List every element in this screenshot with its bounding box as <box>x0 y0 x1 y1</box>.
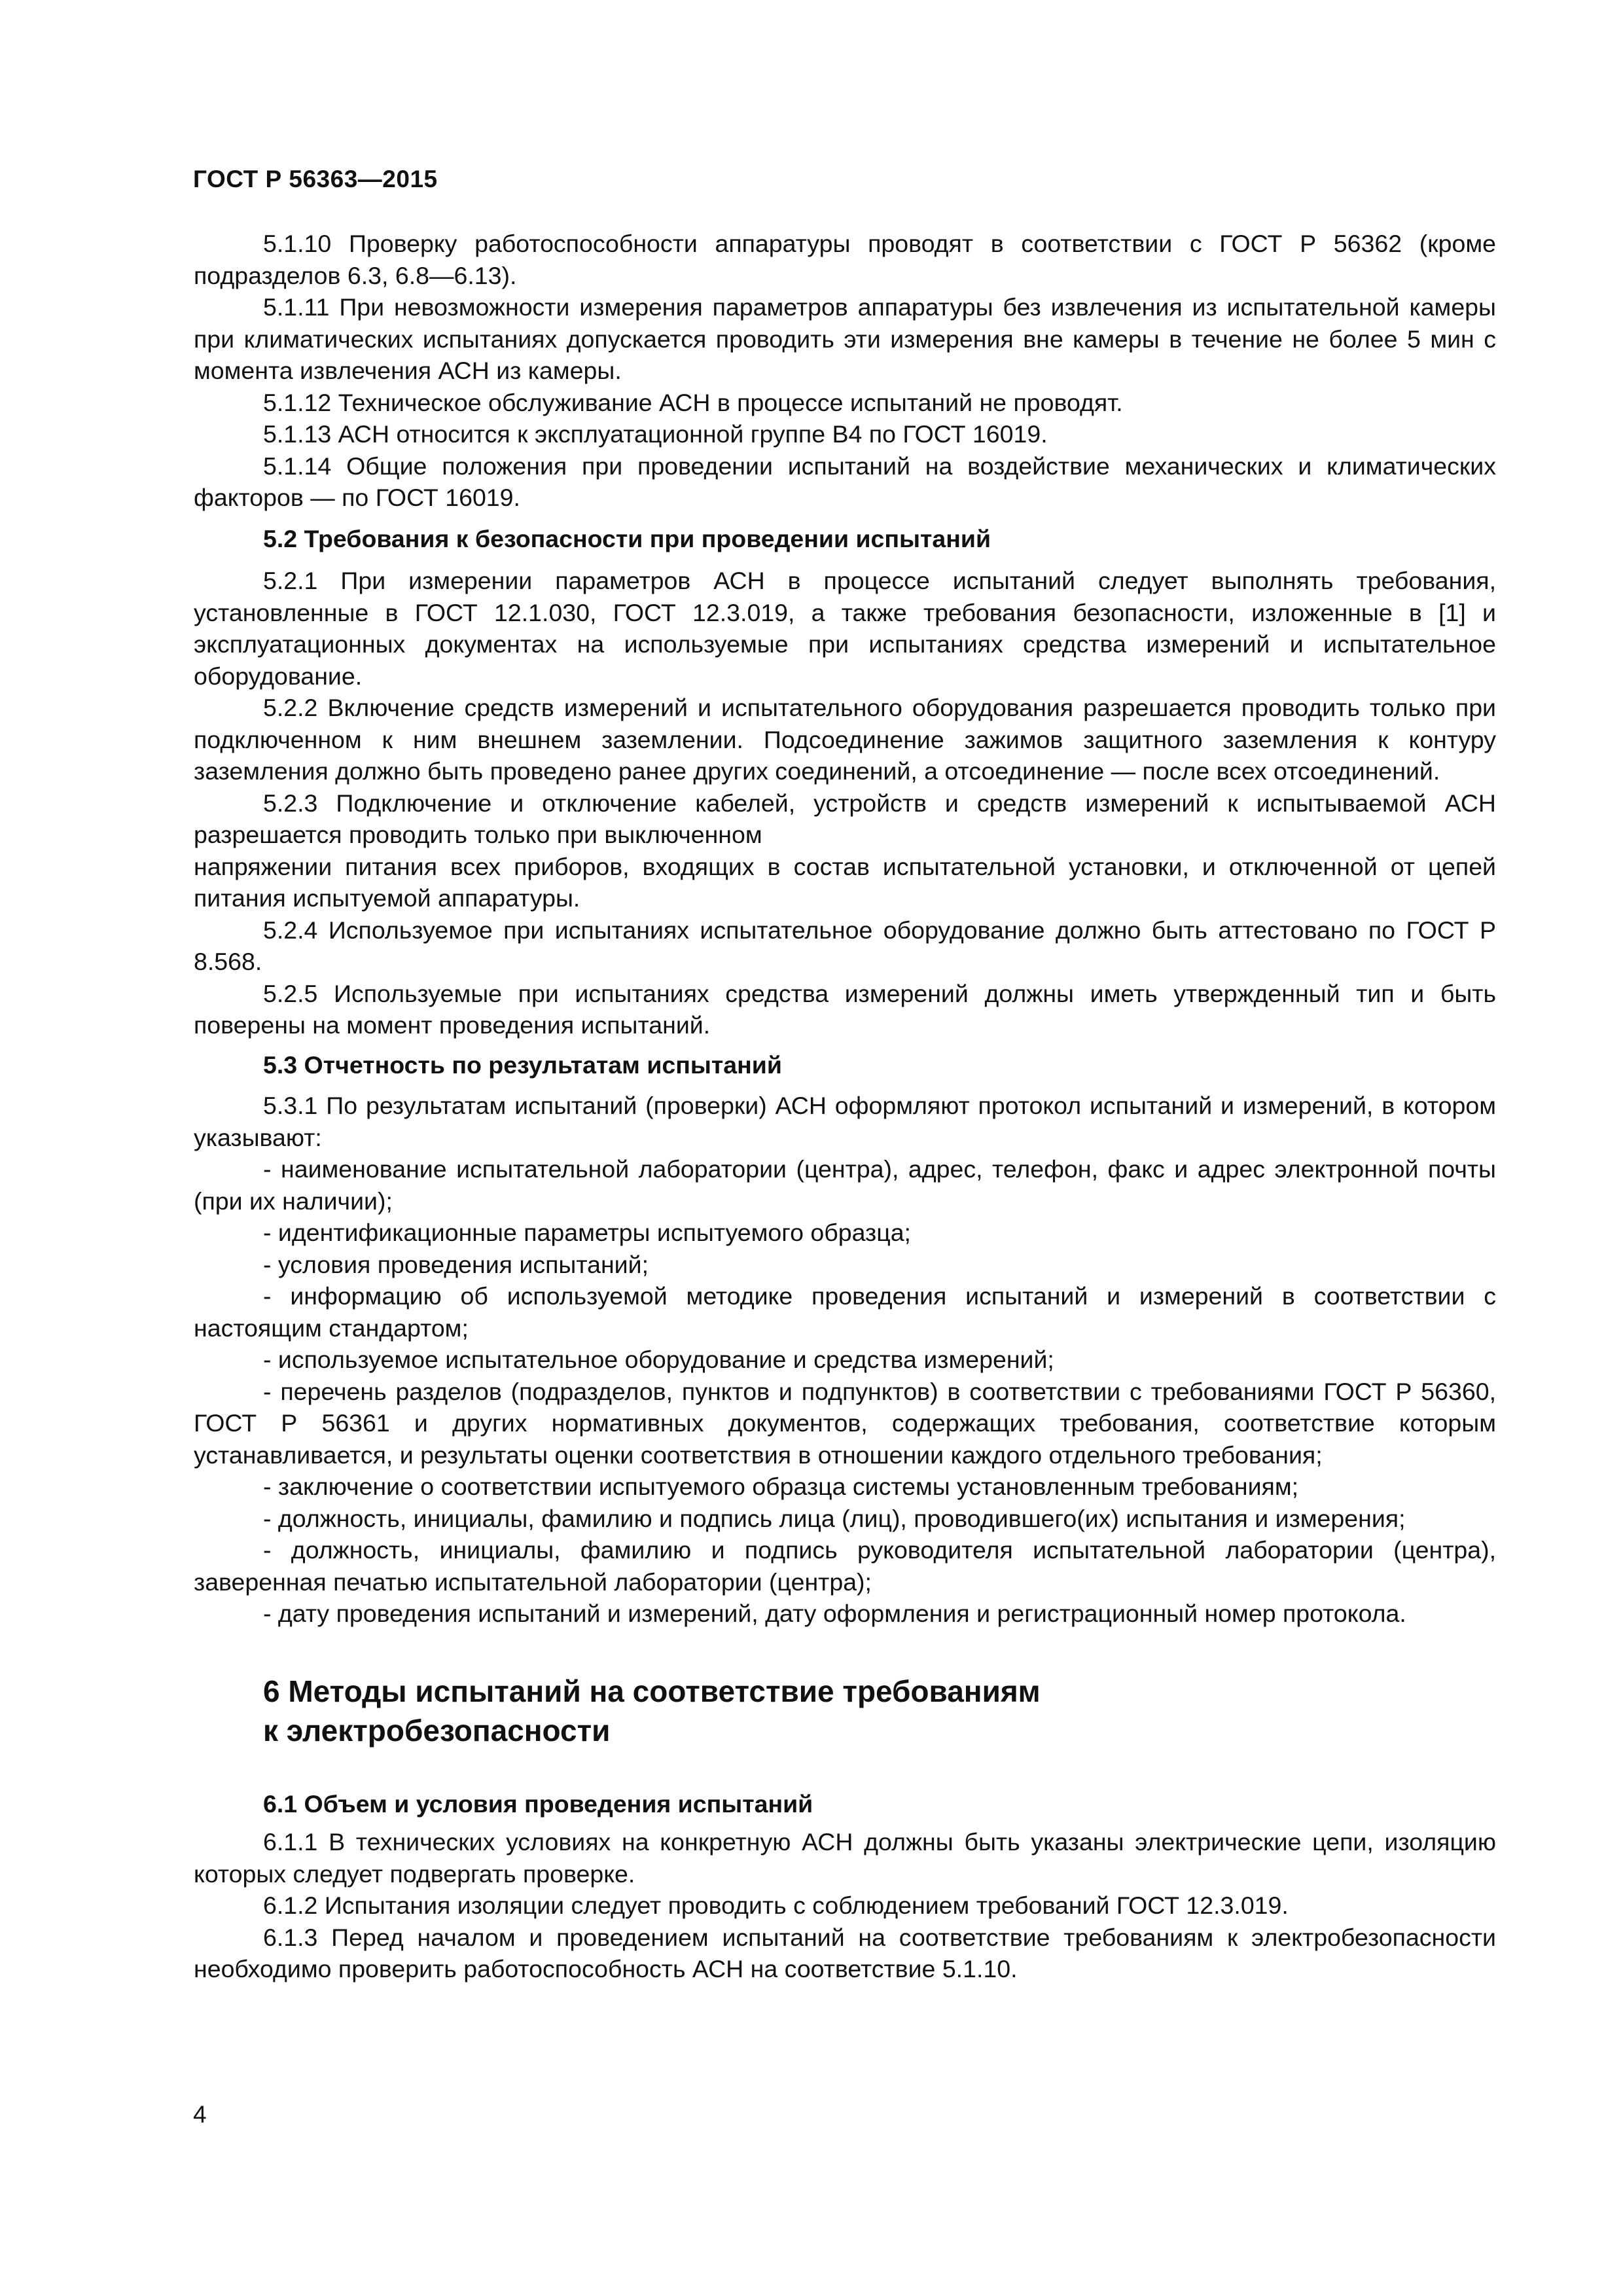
chapter-heading-line: 6 Методы испытаний на соответствие требованиям <box>263 1674 1041 1708</box>
page-number: 4 <box>193 2101 207 2128</box>
paragraph-6-1-1: 6.1.1 В технических условиях на конкретную АСН должны быть указаны электрические цепи, изоляцию которых следует подвергать проверке. <box>194 1828 1496 1888</box>
list-item: - должность, инициалы, фамилию и подпись лица (лиц), проводившего(их) испытания и измерения; <box>263 1504 1406 1532</box>
chapter-heading-6 <box>194 1672 1496 1750</box>
list-item: - дату проведения испытаний и измерений, дату оформления и регистрационный номер протокола. <box>263 1600 1406 1627</box>
chapter-heading-line: к электробезопасности <box>263 1713 611 1748</box>
paragraph-5-1-11: 5.1.11 При невозможности измерения параметров аппаратуры без извлечения из испытательной камеры при климатических испытаниях допускается проводить эти измерения вне камеры в течение не более 5 мин с момента извлечения АСН из камеры. <box>194 293 1496 384</box>
section-heading-6-1: 6.1 Объем и условия проведения испытаний <box>263 1789 813 1818</box>
paragraph-5-2-3-part2: напряжении питания всех приборов, входящих в состав испытательной установки, и отключенной от цепей питания испытуемой аппаратуры. <box>194 852 1496 912</box>
list-item: - идентификационные параметры испытуемого образца; <box>263 1219 911 1246</box>
paragraph-6-1-3: 6.1.3 Перед началом и проведением испытаний на соответствие требованиям к электробезопасности необходимо проверить работоспособность АСН на соответствие 5.1.10. <box>194 1923 1496 1982</box>
list-item: - используемое испытательное оборудование и средства измерений; <box>263 1346 1054 1373</box>
document-header: ГОСТ Р 56363—2015 <box>193 166 438 192</box>
paragraph-5-2-2: 5.2.2 Включение средств измерений и испытательного оборудования разрешается проводить только при подключенном к ним внешнем заземлении. Подсоединение зажимов защитного заземления к контуру заземления должно быть проведено ранее других соединений, а отсоединение — после всех отсоединений. <box>194 694 1496 785</box>
paragraph-5-2-1: 5.2.1 При измерении параметров АСН в процессе испытаний следует выполнять требования, установленные в ГОСТ 12.1.030, ГОСТ 12.3.019, а также требования безопасности, изложенные в [1] и эксплуатационных документах на используемые при испытаниях средства измерений и испытательное оборудование. <box>194 567 1496 690</box>
list-item: - информацию об используемой методике проведения испытаний и измерений в соответствии с настоящим стандартом; <box>194 1282 1496 1342</box>
list-item: - условия проведения испытаний; <box>263 1250 649 1278</box>
list-item: - должность, инициалы, фамилию и подпись руководителя испытательной лаборатории (центра), заверенная печатью испытательной лаборатории (центра); <box>194 1536 1496 1596</box>
list-item: - перечень разделов (подразделов, пунктов и подпунктов) в соответствии с требованиями ГОСТ Р 56360, ГОСТ Р 56361 и других нормативных документов, содержащих требования, соответствие которым устанавливается, и результаты оценки соответствия в отношении каждого отдельного требования; <box>194 1377 1496 1469</box>
list-item: - заключение о соответствии испытуемого образца системы установленным требованиям; <box>263 1473 1299 1500</box>
paragraph-5-2-5: 5.2.5 Используемые при испытаниях средства измерений должны иметь утвержденный тип и быть поверены на момент проведения испытаний. <box>194 979 1496 1039</box>
paragraph-5-3-1: 5.3.1 По результатам испытаний (проверки) АСН оформляют протокол испытаний и измерений, в котором указывают: <box>194 1092 1496 1151</box>
document-body <box>194 228 1496 1985</box>
paragraph-5-1-12: 5.1.12 Техническое обслуживание АСН в процессе испытаний не проводят. <box>263 388 1123 416</box>
paragraph-5-2-3-part1: 5.2.3 Подключение и отключение кабелей, устройств и средств измерений к испытываемой АСН разрешается проводить только при выключенном <box>194 789 1496 848</box>
paragraph-5-1-10: 5.1.10 Проверку работоспособности аппаратуры проводят в соответствии с ГОСТ Р 56362 (кроме подразделов 6.3, 6.8—6.13). <box>194 230 1496 289</box>
section-heading-5-3: 5.3 Отчетность по результатам испытаний <box>263 1050 782 1079</box>
section-heading-5-2: 5.2 Требования к безопасности при проведении испытаний <box>263 524 991 552</box>
list-item: - наименование испытательной лаборатории (центра), адрес, телефон, факс и адрес электронной почты (при их наличии); <box>194 1155 1496 1215</box>
paragraph-5-1-14: 5.1.14 Общие положения при проведении испытаний на воздействие механических и климатических факторов — по ГОСТ 16019. <box>194 452 1496 511</box>
paragraph-5-1-13: 5.1.13 АСН относится к эксплуатационной группе В4 по ГОСТ 16019. <box>263 420 1048 448</box>
paragraph-6-1-2: 6.1.2 Испытания изоляции следует проводить с соблюдением требований ГОСТ 12.3.019. <box>263 1892 1289 1919</box>
paragraph-5-2-4: 5.2.4 Используемое при испытаниях испытательное оборудование должно быть аттестовано по ГОСТ Р 8.568. <box>194 916 1496 975</box>
